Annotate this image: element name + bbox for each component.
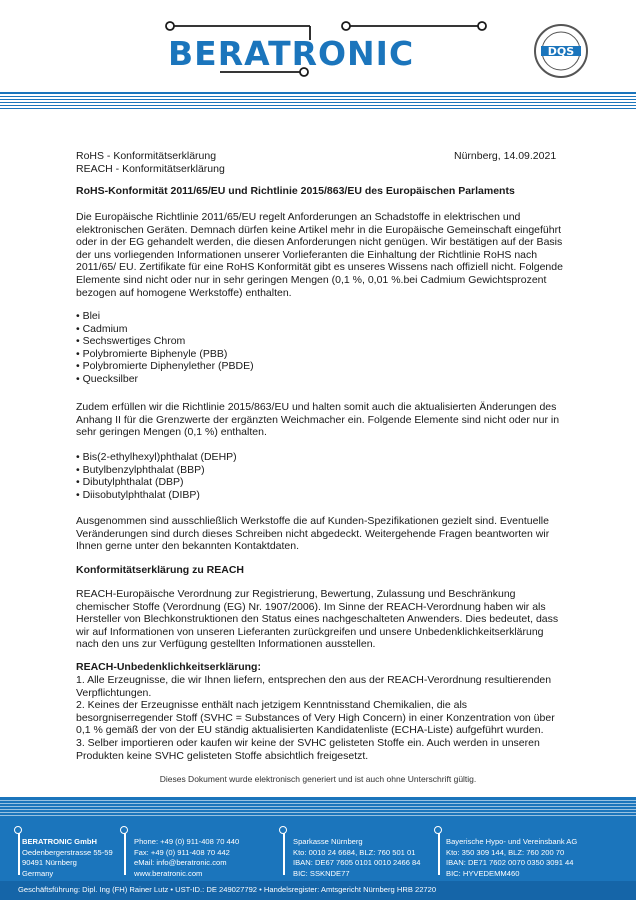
list-item: • Polybromierte Diphenylether (PBDE) [76, 360, 566, 373]
list-item: • Butylbenzylphthalat (BBP) [76, 464, 566, 477]
footer-bank-2 [446, 837, 577, 879]
list-item: • Polybromierte Biphenyle (PBB) [76, 348, 566, 361]
declaration-item: 3. Selber importieren oder kaufen wir keine der SVHC gelisteten Stoffe ein. Auch werden in unseren Produkten keine SVHC gelisteten Stoffe absichtlich freigesetzt. [76, 736, 540, 762]
place-date: Nürnberg, 14.09.2021 [454, 150, 557, 162]
logo-wordmark: BERATRONIC [168, 34, 415, 73]
bank-iban: IBAN: DE71 7602 0070 0350 3091 44 [446, 858, 574, 867]
paragraph: Ausgenommen sind ausschließlich Werkstoffe die auf Kunden-Spezifikationen gezielt sind. Eventuelle Veränderungen sind durch dieses Schreiben nicht abgedeckt. Weitergehende Fragen beantworten wir Ihnen gerne unter den bekannten Kontaktdaten. [76, 515, 550, 553]
bank-bic: BIC: SSKNDE77 [293, 868, 350, 878]
website-link[interactable]: www.beratronic.com [134, 868, 203, 878]
list-item: • Blei [76, 310, 566, 323]
address-line: Oedenbergerstrasse 55-59 [22, 847, 113, 857]
list-item: • Diisobutylphthalat (DIBP) [76, 489, 566, 502]
address-line: 90491 Nürnberg [22, 858, 77, 867]
list-item: • Quecksilber [76, 373, 566, 386]
header-stripes [0, 92, 636, 112]
paragraph: Die Europäische Richtlinie 2011/65/EU regelt Anforderungen an Schadstoffe in elektrischen und elektronischen Geräten. Demnach dürfen keine Artikel mehr in die Europäische Gemeinschaft eingeführt oder in der EG gehandelt werden, die diesen Anforderungen nicht genügen. Wir bestätigen auf der Basis der uns vorliegenden Informationen unserer Vorlieferanten die Einhaltung der Richtlinie RoHS nach 2011/65/ EU. Zertifikate für eine RoHS Konformität gibt es unseres Wissens nach offiziell nicht. Folgende Elemente sind nicht oder nur in sehr geringen Mengen (0,1 %, 0,01 %.bei Cadmium Gewichtsprozent bezogen auf homogene Werkstoffe) enthalten. [76, 211, 563, 299]
plasticizer-paragraph [76, 401, 566, 439]
email-link[interactable]: eMail: info@beratronic.com [134, 858, 227, 867]
bank-name: Sparkasse Nürnberg [293, 837, 363, 846]
plasticizer-list [76, 451, 566, 501]
electronic-document-note: Dieses Dokument wurde elektronisch generiert und ist auch ohne Unterschrift gültig. [159, 774, 477, 784]
exception-paragraph [76, 515, 566, 553]
address-line: Germany [22, 868, 54, 878]
bank-iban: IBAN: DE67 7605 0101 0010 2466 84 [293, 858, 421, 867]
reach-declaration-list [76, 674, 566, 762]
bank-account: Kto: 0010 24 6684, BLZ: 760 501 01 [293, 847, 416, 857]
document-title: RoHS-Konformität 2011/65/EU und Richtlinie 2015/863/EU des Europäischen Parlaments [76, 185, 515, 197]
bank-bic: BIC: HYVEDEMM460 [446, 868, 520, 878]
reach-declaration-heading: REACH-Unbedenklichkeitserklärung: [76, 661, 261, 673]
list-item: • Dibutylphthalat (DBP) [76, 476, 566, 489]
paragraph: REACH-Europäische Verordnung zur Registrierung, Bewertung, Zulassung und Beschränkung chemischer Stoffe (Verordnung (EG) Nr. 1907/2006). Im Sinne der REACH-Verordnung haben wir als Hersteller von Blechkonstruktionen den Status eines nachgeschalteten Anwenders. Dies bedeutet, dass wir auf Informationen von unseren Lieferanten zurückgreifen und unsere Unbedenklichkeitserklärung nach den uns zur Verfügung gestellten Informationen ausstellen. [76, 588, 559, 651]
declaration-item: 2. Keines der Erzeugnisse enthält nach jetzigem Kenntnisstand Chemikalien, die als besorgniserregender Stoff (SVHC = Substances of Very High Concern) in einer Konzentration von über 0,1 % gemäß der von der EU ständig aktualisierten Kandidatenliste (ECHA-Liste) aufgeführt wurden. [76, 699, 555, 737]
bank-account: Kto: 350 309 144, BLZ: 760 200 70 [446, 847, 565, 857]
seal-label: DQS [547, 45, 575, 58]
subject-line: REACH - Konformitätserklärung [76, 162, 225, 175]
dqs-certification-seal [532, 22, 590, 80]
legal-info: Geschäftsführung: Dipl. Ing (FH) Rainer Lutz • UST-ID.: DE 249027792 • Handelsregister: Amtsgericht Nürnberg HRB 22720 [18, 885, 437, 894]
list-item: • Bis(2-ethylhexyl)phthalat (DEHP) [76, 451, 566, 464]
subject-block [76, 150, 225, 175]
phone: Phone: +49 (0) 911-408 70 440 [134, 837, 240, 846]
paragraph: Zudem erfüllen wir die Richtlinie 2015/863/EU und halten somit auch die aktualisierten Änderungen des Anhang II für die Grenzwerte der ergänzten Weichmacher ein. Folgende Elemente sind nicht oder nur in sehr geringen Mengen (0,1 %) enthalten. [76, 401, 560, 439]
footer-bank-1 [293, 837, 421, 879]
rohs-substance-list [76, 310, 566, 386]
rohs-paragraph [76, 211, 566, 299]
list-item: • Cadmium [76, 323, 566, 336]
list-item: • Sechswertiges Chrom [76, 335, 566, 348]
footer-contact [134, 837, 239, 879]
company-logo [160, 18, 490, 80]
fax: Fax: +49 (0) 911-408 70 442 [134, 847, 230, 857]
bank-name: Bayerische Hypo- und Vereinsbank AG [446, 837, 578, 846]
company-name: BERATRONIC GmbH [22, 837, 97, 846]
reach-heading: Konformitätserklärung zu REACH [76, 564, 245, 576]
subject-line: RoHS - Konformitätserklärung [76, 150, 217, 162]
footer-company [22, 837, 113, 879]
declaration-item: 1. Alle Erzeugnisse, die wir Ihnen liefern, entsprechen den aus der REACH-Verordnung resultierenden Verpflichtungen. [76, 674, 552, 699]
footer-stripes [0, 800, 636, 818]
reach-paragraph [76, 588, 566, 651]
